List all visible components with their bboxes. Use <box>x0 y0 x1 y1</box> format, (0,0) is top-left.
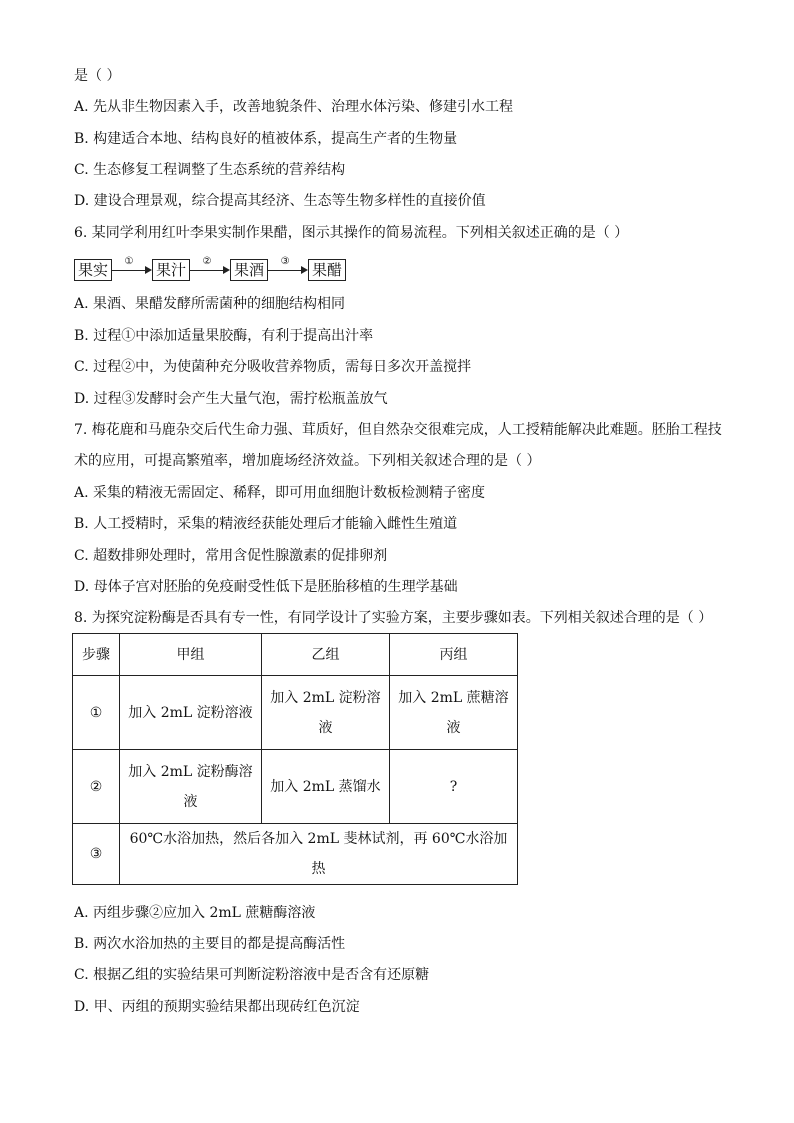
table-cell-unknown: ? <box>390 750 518 824</box>
flow-node-wine: 果酒 <box>230 259 268 281</box>
q6-option-d: D. 过程③发酵时会产生大量气泡，需拧松瓶盖放气 <box>74 391 388 407</box>
step-number: ① <box>73 676 120 750</box>
previous-question-tail: 是（ ） <box>74 68 121 84</box>
header-group-jia: 甲组 <box>120 634 262 676</box>
table-cell-merged: 60℃水浴加热，然后各加入 2mL 斐林试剂，再 60℃水浴加热 <box>120 824 518 885</box>
table-cell: 加入 2mL 蒸馏水 <box>262 750 390 824</box>
q7-option-a: A. 采集的精液无需固定、稀释，即可用血细胞计数板检测精子密度 <box>74 485 486 501</box>
step-number: ② <box>73 750 120 824</box>
flow-node-fruit: 果实 <box>74 259 112 281</box>
q7-option-d: D. 母体子宫对胚胎的免疫耐受性低下是胚胎移植的生理学基础 <box>74 579 458 595</box>
table-cell: 加入 2mL 淀粉溶液 <box>262 676 390 750</box>
table-cell: 加入 2mL 蔗糖溶液 <box>390 676 518 750</box>
q6-process-flow <box>74 256 346 281</box>
flow-arrow-1 <box>112 256 152 280</box>
flow-arrow-2 <box>190 256 230 280</box>
q7-option-c: C. 超数排卵处理时，常用含促性腺激素的促排卵剂 <box>74 548 388 564</box>
table-row <box>73 676 518 750</box>
flow-node-juice: 果汁 <box>152 259 190 281</box>
header-group-yi: 乙组 <box>262 634 390 676</box>
q7-stem-line-2: 术的应用，可提高繁殖率，增加鹿场经济效益。下列相关叙述合理的是（ ） <box>74 453 541 469</box>
q8-stem: 8. 为探究淀粉酶是否具有专一性，有同学设计了实验方案，主要步骤如表。下列相关叙述合理的是（ ） <box>74 610 713 626</box>
table-header-row <box>73 634 518 676</box>
q6-option-b: B. 过程①中添加适量果胶酶，有利于提高出汁率 <box>74 328 374 344</box>
q8-option-d: D. 甲、丙组的预期实验结果都出现砖红色沉淀 <box>74 999 360 1015</box>
table-row <box>73 824 518 885</box>
q5-option-c: C. 生态修复工程调整了生态系统的营养结构 <box>74 162 346 178</box>
q8-option-a: A. 丙组步骤②应加入 2mL 蔗糖酶溶液 <box>74 905 316 921</box>
flow-step-label-1: ① <box>122 256 136 268</box>
q7-option-b: B. 人工授精时，采集的精液经获能处理后才能输入雌性生殖道 <box>74 516 458 532</box>
flow-step-label-3: ③ <box>278 256 292 268</box>
table-cell: 加入 2mL 淀粉溶液 <box>120 676 262 750</box>
q8-option-c: C. 根据乙组的实验结果可判断淀粉溶液中是否含有还原糖 <box>74 967 430 983</box>
q6-option-a: A. 果酒、果醋发酵所需菌种的细胞结构相同 <box>74 296 346 312</box>
header-group-bing: 丙组 <box>390 634 518 676</box>
q8-option-b: B. 两次水浴加热的主要目的都是提高酶活性 <box>74 936 346 952</box>
q5-option-b: B. 构建适合本地、结构良好的植被体系，提高生产者的生物量 <box>74 131 458 147</box>
step-number: ③ <box>73 824 120 885</box>
experiment-steps-table <box>72 633 518 885</box>
q5-option-d: D. 建设合理景观，综合提高其经济、生态等生物多样性的直接价值 <box>74 193 486 209</box>
flow-node-vinegar: 果醋 <box>308 259 346 281</box>
table-row <box>73 750 518 824</box>
q7-stem-line-1: 7. 梅花鹿和马鹿杂交后代生命力强、茸质好，但自然杂交很难完成，人工授精能解决此难题。胚胎工程技 <box>74 422 722 438</box>
table-cell: 加入 2mL 淀粉酶溶液 <box>120 750 262 824</box>
q5-option-a: A. 先从非生物因素入手，改善地貌条件、治理水体污染、修建引水工程 <box>74 99 514 115</box>
flow-arrow-3 <box>268 256 308 280</box>
q6-option-c: C. 过程②中，为使菌种充分吸收营养物质，需每日多次开盖搅拌 <box>74 359 472 375</box>
header-step: 步骤 <box>73 634 120 676</box>
flow-step-label-2: ② <box>200 256 214 268</box>
q6-stem: 6. 某同学利用红叶李果实制作果醋，图示其操作的简易流程。下列相关叙述正确的是（ ） <box>74 225 629 241</box>
